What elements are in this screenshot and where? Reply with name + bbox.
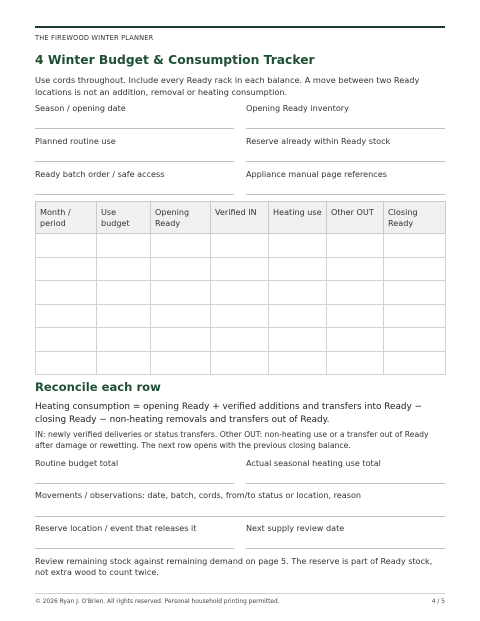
- table-cell[interactable]: [151, 281, 211, 305]
- consumption-formula: Heating consumption = opening Ready + verified additions and transfers into Ready − closing Ready − non-heating removals and transfers out of Ready.: [35, 402, 423, 425]
- table-cell[interactable]: [97, 234, 151, 258]
- table-cell[interactable]: [269, 351, 327, 375]
- table-cell[interactable]: [327, 304, 384, 328]
- page-title: 4 Winter Budget & Consumption Tracker: [35, 53, 315, 67]
- table-row: [36, 351, 446, 375]
- table-cell[interactable]: [327, 351, 384, 375]
- table-cell[interactable]: [384, 328, 446, 352]
- table-cell[interactable]: [269, 257, 327, 281]
- table-cell[interactable]: [151, 234, 211, 258]
- review-note: Review remaining stock against remaining demand on page 5. The reserve is part of Ready stock, not extra wood to count twice.: [35, 556, 433, 578]
- movements-observations-field[interactable]: [35, 490, 445, 500]
- write-line: [246, 194, 445, 195]
- field-label: Reserve location / event that releases it: [35, 523, 197, 533]
- in-out-note: IN: newly verified deliveries or status transfers. Other OUT: non-heating use or a transfer out of Ready after damage or rewetting. The next row opens with the previous closing balance.: [35, 430, 429, 450]
- field-label: Opening Ready inventory: [246, 103, 349, 113]
- field-label: Appliance manual page references: [246, 169, 387, 179]
- table-header-row: [36, 202, 446, 234]
- appliance-manual-refs-field[interactable]: [246, 169, 445, 179]
- field-label: Actual seasonal heating use total: [246, 458, 381, 468]
- table-cell[interactable]: [384, 351, 446, 375]
- field-label: Routine budget total: [35, 458, 119, 468]
- field-label: Planned routine use: [35, 136, 116, 146]
- table-row: [36, 304, 446, 328]
- write-line: [246, 128, 445, 129]
- column-header-other-out: Other OUT: [327, 202, 384, 234]
- table-cell[interactable]: [269, 234, 327, 258]
- write-line: [35, 483, 234, 484]
- running-head: THE FIREWOOD WINTER PLANNER: [35, 34, 154, 42]
- table-cell[interactable]: [384, 234, 446, 258]
- table-cell[interactable]: [97, 351, 151, 375]
- table-cell[interactable]: [36, 328, 97, 352]
- table-cell[interactable]: [36, 351, 97, 375]
- copyright-notice: © 2026 Ryan J. O'Brien. All rights reserved. Personal household printing permitted.: [35, 599, 280, 605]
- table-row: [36, 257, 446, 281]
- opening-ready-inventory-field[interactable]: [246, 103, 445, 113]
- table-row: [36, 281, 446, 305]
- season-opening-date-field[interactable]: [35, 103, 234, 113]
- table-cell[interactable]: [327, 328, 384, 352]
- write-line: [35, 516, 445, 517]
- table-cell[interactable]: [211, 234, 269, 258]
- table-cell[interactable]: [36, 281, 97, 305]
- table-cell[interactable]: [327, 234, 384, 258]
- column-header-opening-ready: Opening Ready: [151, 202, 211, 234]
- column-header-use-budget: Use budget: [97, 202, 151, 234]
- table-cell[interactable]: [211, 351, 269, 375]
- routine-budget-total-field[interactable]: [35, 458, 234, 468]
- ready-batch-order-field[interactable]: [35, 169, 234, 179]
- write-line: [35, 128, 234, 129]
- field-label: Next supply review date: [246, 523, 345, 533]
- field-label: Reserve already within Ready stock: [246, 136, 391, 146]
- table-body: [36, 234, 446, 375]
- table-cell[interactable]: [97, 281, 151, 305]
- table-cell[interactable]: [211, 281, 269, 305]
- table-cell[interactable]: [269, 304, 327, 328]
- table-cell[interactable]: [211, 304, 269, 328]
- table-row: [36, 234, 446, 258]
- table-row: [36, 328, 446, 352]
- write-line: [246, 548, 445, 549]
- table-cell[interactable]: [151, 257, 211, 281]
- table-cell[interactable]: [151, 304, 211, 328]
- column-header-verified-in: Verified IN: [211, 202, 269, 234]
- table-cell[interactable]: [384, 281, 446, 305]
- write-line: [35, 194, 234, 195]
- intro-paragraph: Use cords throughout. Include every Ready rack in each balance. A move between two Ready locations is not an addition, removal or heating consumption.: [35, 75, 420, 97]
- next-supply-review-field[interactable]: [246, 523, 445, 533]
- footer-rule: [35, 593, 445, 594]
- column-header-heating-use: Heating use: [269, 202, 327, 234]
- table-cell[interactable]: [151, 328, 211, 352]
- table-cell[interactable]: [97, 304, 151, 328]
- consumption-tracker-table: [35, 201, 446, 375]
- column-header-closing-ready: Closing Ready: [384, 202, 446, 234]
- reserve-location-field[interactable]: [35, 523, 234, 533]
- write-line: [246, 161, 445, 162]
- table-cell[interactable]: [36, 257, 97, 281]
- write-line: [35, 548, 234, 549]
- field-label: Movements / observations: date, batch, cords, from/to status or location, reason: [35, 490, 362, 500]
- page-number: 4 / 5: [431, 599, 445, 605]
- table-cell[interactable]: [269, 281, 327, 305]
- table-cell[interactable]: [97, 257, 151, 281]
- top-rule: [35, 26, 445, 28]
- table-cell[interactable]: [97, 328, 151, 352]
- field-label: Ready batch order / safe access: [35, 169, 165, 179]
- write-line: [246, 483, 445, 484]
- field-label: Season / opening date: [35, 103, 126, 113]
- column-header-month-period: Month / period: [36, 202, 97, 234]
- table-cell[interactable]: [151, 351, 211, 375]
- table-cell[interactable]: [36, 234, 97, 258]
- table-cell[interactable]: [269, 328, 327, 352]
- table-cell[interactable]: [211, 328, 269, 352]
- actual-heating-use-total-field[interactable]: [246, 458, 445, 468]
- reserve-within-ready-field[interactable]: [246, 136, 445, 146]
- table-cell[interactable]: [36, 304, 97, 328]
- section-heading-reconcile: Reconcile each row: [35, 380, 161, 394]
- table-cell[interactable]: [327, 281, 384, 305]
- table-cell[interactable]: [384, 304, 446, 328]
- table-cell[interactable]: [327, 257, 384, 281]
- table-cell[interactable]: [211, 257, 269, 281]
- planned-routine-use-field[interactable]: [35, 136, 234, 146]
- write-line: [35, 161, 234, 162]
- table-cell[interactable]: [384, 257, 446, 281]
